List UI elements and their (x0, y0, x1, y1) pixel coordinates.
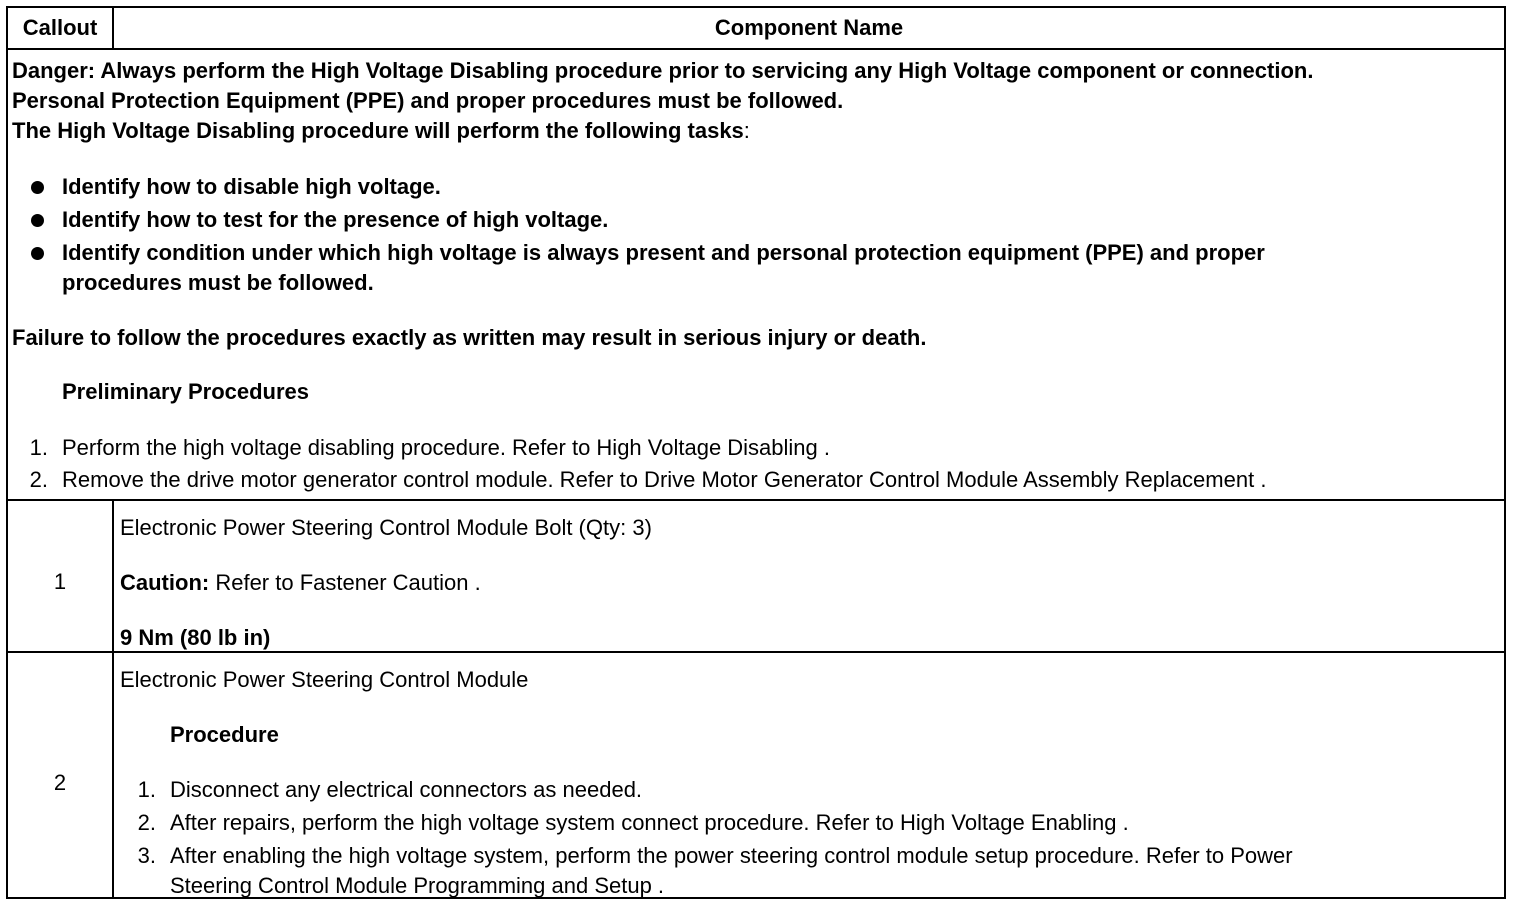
procedure-step-3-continued: Steering Control Module Programming and Setup . (170, 873, 665, 898)
component-table (6, 6, 1506, 899)
bullet-dot-2 (31, 214, 44, 227)
bullet-item-3-continued: procedures must be followed. (62, 270, 374, 295)
procedure-step-2-number: 2. (137, 810, 156, 835)
callout-cell (8, 501, 114, 651)
procedure-step-1: Disconnect any electrical connectors as needed. (170, 777, 643, 802)
preliminary-step-1: Perform the high voltage disabling procedure. Refer to High Voltage Disabling . (62, 435, 831, 460)
component-name-1: Electronic Power Steering Control Module Bolt (Qty: 3) (120, 515, 652, 540)
danger-line-2: Personal Protection Equipment (PPE) and proper procedures must be followed. (12, 88, 844, 113)
procedure-heading: Procedure (170, 722, 279, 747)
bullet-item-1: Identify how to disable high voltage. (62, 174, 441, 199)
failure-warning: Failure to follow the procedures exactly as written may result in serious injury or death. (12, 325, 927, 350)
procedure-step-2: After repairs, perform the high voltage system connect procedure. Refer to High Voltage Enabling . (170, 810, 1129, 835)
caution-text: Refer to Fastener Caution . (209, 570, 481, 595)
callout-number-1: 1 (53, 569, 67, 594)
component-cell (114, 653, 1504, 897)
danger-line-3-text: The High Voltage Disabling procedure will perform the following tasks (12, 118, 744, 143)
procedure-step-3: After enabling the high voltage system, perform the power steering control module setup procedure. Refer to Power (170, 843, 1293, 868)
bullet-dot-3 (31, 247, 44, 260)
torque-spec: 9 Nm (80 lb in) (120, 625, 271, 650)
table-row (8, 501, 1504, 653)
preliminary-step-1-number: 1. (29, 435, 48, 460)
preliminary-heading: Preliminary Procedures (62, 379, 310, 404)
caution-note (120, 568, 481, 598)
table-header-row (8, 8, 1504, 50)
component-cell (114, 501, 1504, 651)
bullet-item-3: Identify condition under which high voltage is always present and personal protection equipment (PPE) and proper (62, 240, 1265, 265)
bullet-item-2: Identify how to test for the presence of high voltage. (62, 207, 609, 232)
procedure-step-1-number: 1. (137, 777, 156, 802)
preliminary-step-2: Remove the drive motor generator control module. Refer to Drive Motor Generator Control Module Assembly Replacement . (62, 467, 1267, 492)
header-callout: Callout (8, 8, 114, 48)
danger-line-1: Danger: Always perform the High Voltage Disabling procedure prior to servicing any High Voltage component or connection. (12, 58, 1314, 83)
component-name-2: Electronic Power Steering Control Module (120, 667, 529, 692)
header-component-name: Component Name (714, 15, 904, 40)
danger-section (8, 50, 1504, 501)
bullet-dot-1 (31, 181, 44, 194)
caution-colon: : (201, 570, 210, 595)
table-row (8, 653, 1504, 897)
callout-number-2: 2 (53, 770, 67, 795)
danger-line-3-colon: : (743, 118, 750, 143)
caution-label: Caution (120, 570, 202, 595)
preliminary-step-2-number: 2. (29, 467, 48, 492)
callout-cell (8, 653, 114, 897)
danger-line-3 (12, 116, 750, 146)
procedure-step-3-number: 3. (137, 843, 156, 868)
